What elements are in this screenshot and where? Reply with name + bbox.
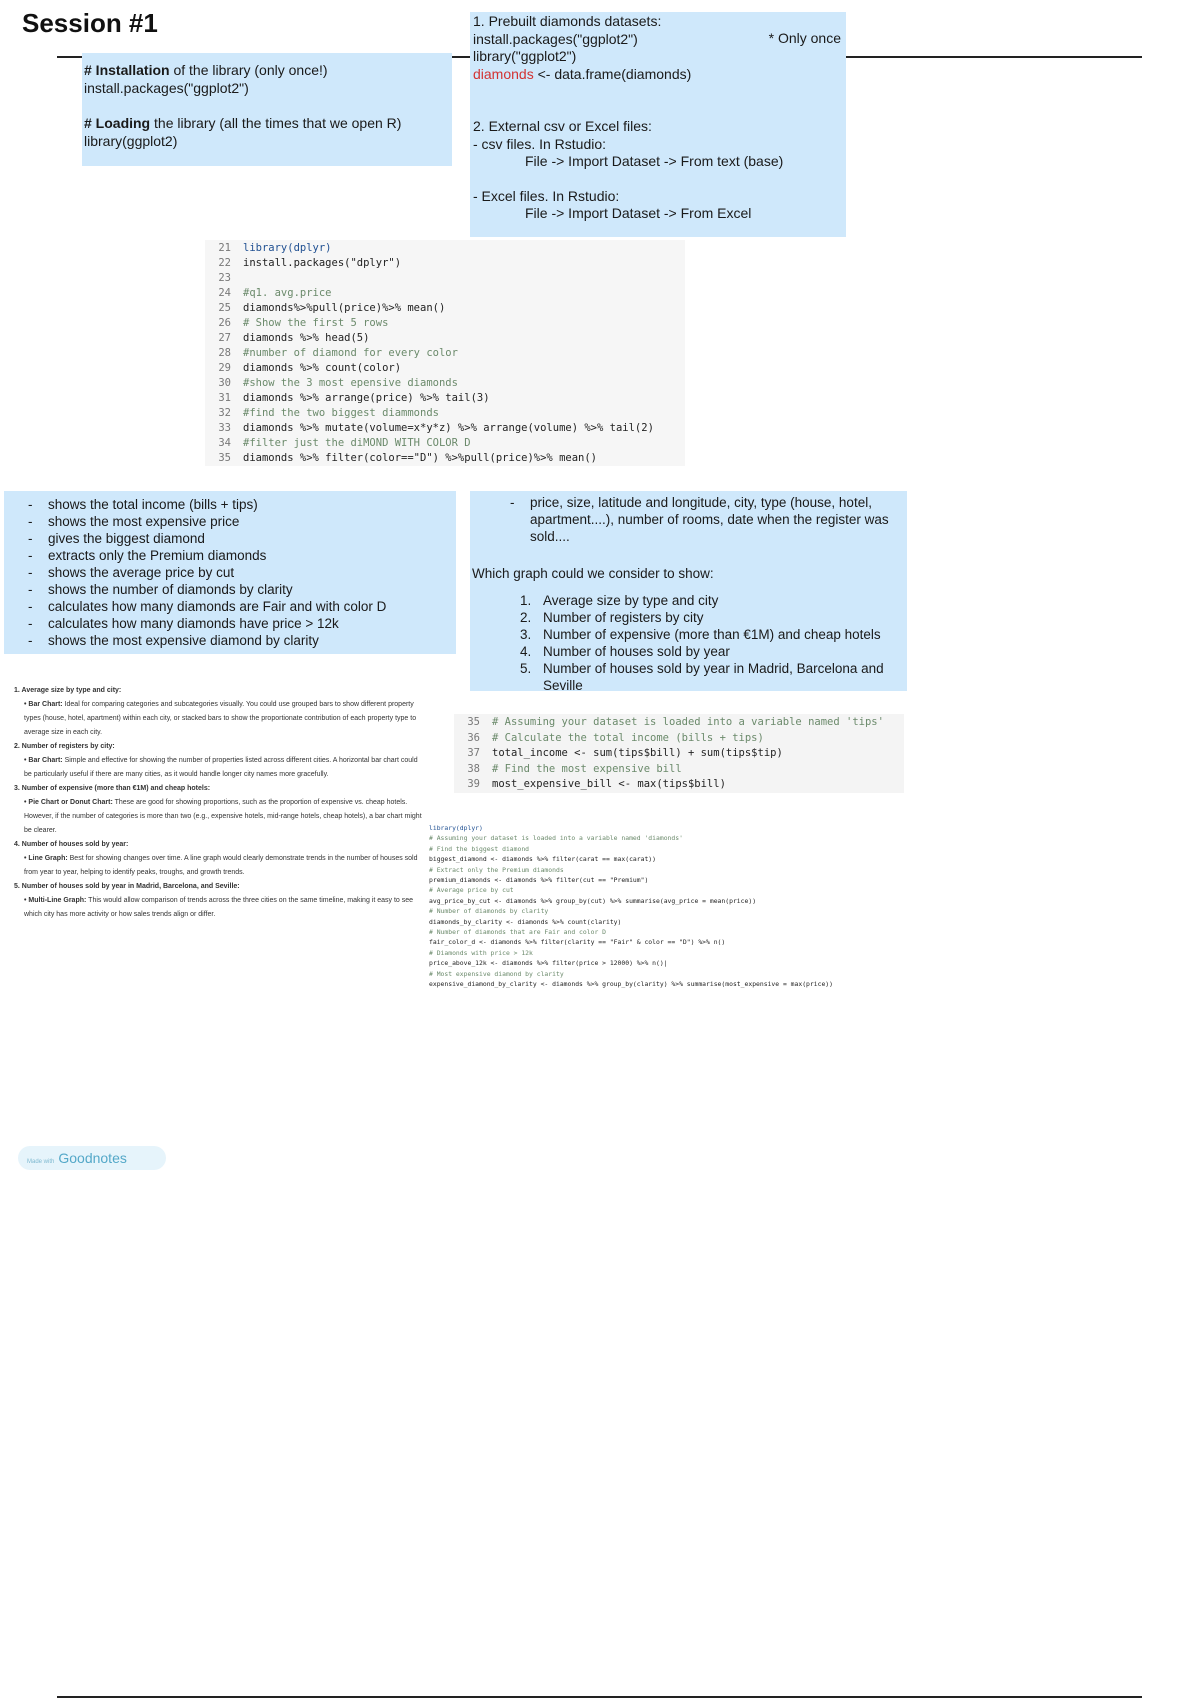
dataframe-assign: <- data.frame(diamonds) (533, 65, 692, 82)
code-line (429, 917, 909, 927)
code-line (429, 948, 909, 958)
code-line (205, 391, 685, 406)
note-chart-type: • Bar Chart: (24, 757, 63, 764)
code-text: diamonds %>% head(5) (243, 332, 370, 344)
code-line (429, 844, 909, 854)
code-text: # Diamonds with price > 12k (429, 948, 533, 957)
code-line (429, 969, 909, 979)
code-text: price_above_12k <- diamonds %>% filter(price > 12000) %>% n()| (429, 959, 668, 968)
code-line (205, 331, 685, 346)
code-text: biggest_diamond <- diamonds %>% filter(carat == max(carat)) (429, 855, 657, 864)
note-heading: 2. Number of registers by city: (14, 743, 115, 750)
note-text: Ideal for comparing categories and subcategories visually. You could use grouped bars to show different property types (house, hotel, apartment) within each city, or stacked bars to show the proportionate contribution of each property type to average size in each city. (24, 701, 417, 736)
datasets-heading-1: 1. Prebuilt diamonds datasets: (473, 13, 662, 29)
list-item: 1. Average size by type and city (535, 592, 901, 609)
code-line (429, 958, 909, 968)
list-item: - gives the biggest diamond (48, 530, 456, 547)
line-number: 24 (218, 287, 231, 299)
note-body (14, 894, 424, 922)
code-text: #show the 3 most epensive diamonds (243, 377, 458, 389)
code-text: diamonds_by_clarity <- diamonds %>% count(clarity) (429, 917, 622, 926)
housing-variables: - price, size, latitude and longitude, city, type (house, hotel, apartment....), number of rooms, date when the register was sold.... (530, 494, 901, 545)
list-item: - shows the number of diamonds by clarity (48, 581, 456, 598)
code-text: #number of diamond for every color (243, 347, 458, 359)
code-line (454, 762, 904, 778)
code-line (454, 777, 904, 793)
note-heading: 1. Average size by type and city: (14, 687, 122, 694)
note-chart-type: • Pie Chart or Donut Chart: (24, 799, 113, 806)
list-item: - shows the most expensive diamond by clarity (48, 632, 456, 649)
code-line (205, 451, 685, 466)
note-chart-type: • Line Graph: (24, 855, 68, 862)
code-text: expensive_diamond_by_clarity <- diamonds %>% group_by(clarity) %>% summarise(most_expensive = max(price)) (429, 980, 833, 989)
code-line (429, 979, 909, 989)
note-heading: 5. Number of houses sold by year in Madrid, Barcelona, and Seville: (14, 883, 240, 890)
code-text: library(dplyr) (429, 824, 483, 832)
line-number: 25 (218, 302, 231, 314)
code-text: #q1. avg.price (243, 287, 332, 299)
goodnotes-brand: Goodnotes (58, 1150, 127, 1166)
list-item: 5. Number of houses sold by year in Madrid, Barcelona and Seville (535, 660, 901, 694)
line-number: 27 (218, 332, 231, 344)
list-item: - calculates how many diamonds have price > 12k (48, 615, 456, 632)
line-number: 36 (467, 731, 480, 744)
diamonds-keyword: diamonds (473, 65, 534, 82)
code-text: diamonds %>% filter(color=="D") %>%pull(price)%>% mean() (243, 452, 598, 464)
code-line (205, 316, 685, 331)
datasets-install-line: install.packages("ggplot2") (473, 30, 638, 47)
note-body (14, 796, 424, 838)
note-text: These are good for showing proportions, such as the proportion of expensive vs. cheap hotels. However, if the number of categories is more than two (e.g., expensive hotels, mid-range hotels, cheap hotels), a bar chart might be clearer. (24, 799, 422, 834)
code-line (205, 256, 685, 271)
note-heading: 4. Number of houses sold by year: (14, 841, 129, 848)
code-text: # Extract only the Premium diamonds (429, 865, 564, 874)
line-number: 30 (218, 377, 231, 389)
code-text: # Average price by cut (429, 886, 514, 895)
code-line (205, 241, 685, 256)
install-box (82, 53, 452, 166)
code-text: library(dplyr) (243, 242, 332, 254)
loading-text: the library (all the times that we open R) (150, 115, 402, 131)
housing-box (470, 491, 907, 691)
code-text: # Calculate the total income (bills + tips) (492, 731, 764, 744)
tasks-list (48, 496, 456, 649)
note-chart-type: • Multi-Line Graph: (24, 897, 87, 904)
list-item: - shows the total income (bills + tips) (48, 496, 456, 513)
code-line (205, 346, 685, 361)
code-line (429, 937, 909, 947)
note-text: This would allow comparison of trends across the three cities on the same timeline, making it easy to see which city has more activity or how sales trends align or differ. (24, 897, 414, 918)
code-text: #find the two biggest diammonds (243, 407, 439, 419)
code-text: premium_diamonds <- diamonds %>% filter(cut == "Premium") (429, 876, 649, 885)
line-number: 35 (467, 716, 480, 728)
line-number: 33 (218, 422, 231, 434)
code-text: # Assuming your dataset is loaded into a variable named 'diamonds' (429, 834, 683, 843)
list-item: 4. Number of houses sold by year (535, 643, 901, 660)
code-line (429, 823, 909, 833)
bottom-divider (57, 1696, 1142, 1698)
list-item: 2. Number of registers by city (535, 609, 901, 626)
code-line (205, 406, 685, 421)
only-once-note: * Only once (768, 30, 841, 46)
line-number: 29 (218, 362, 231, 374)
code-line (205, 271, 685, 286)
code-text: # Find the biggest diamond (429, 844, 530, 853)
code-line (454, 746, 904, 762)
code-line (205, 361, 685, 376)
code-line (429, 833, 909, 843)
code-line (454, 731, 904, 747)
goodnotes-badge (18, 1146, 166, 1170)
note-text: Best for showing changes over time. A line graph would clearly demonstrate trends in the number of houses sold from year to year, helping to identify peaks, troughs, and growth trends. (24, 855, 418, 876)
list-item: - calculates how many diamonds are Fair and with color D (48, 598, 456, 615)
code-text: fair_color_d <- diamonds %>% filter(clarity == "Fair" & color == "D") %>% n() (429, 938, 726, 947)
excel-instruction: - Excel files. In Rstudio: (473, 187, 620, 204)
chart-recommendations (14, 684, 424, 922)
datasets-box (470, 12, 846, 237)
graph-question: Which graph could we consider to show: (472, 566, 714, 581)
code-line (429, 875, 909, 885)
line-number: 34 (218, 437, 231, 449)
code-text: diamonds %>% arrange(price) %>% tail(3) (243, 392, 490, 404)
datasets-heading-2: 2. External csv or Excel files: (473, 118, 652, 134)
code-line (205, 436, 685, 451)
code-line (429, 854, 909, 864)
line-number: 22 (218, 257, 231, 269)
installation-text: of the library (only once!) (169, 62, 328, 78)
line-number: 37 (467, 747, 480, 759)
code-snippet-diamonds (429, 823, 909, 990)
code-line (205, 421, 685, 436)
list-item: - extracts only the Premium diamonds (48, 547, 456, 564)
made-with-label: Made with (27, 1159, 55, 1165)
code-line (205, 301, 685, 316)
line-number: 38 (467, 762, 480, 775)
code-text: #filter just the diMOND WITH COLOR D (243, 437, 471, 449)
line-number: 28 (218, 347, 231, 359)
page-title: Session #1 (22, 8, 158, 38)
code-text: # Number of diamonds by clarity (429, 907, 549, 916)
loading-keyword: # Loading (84, 115, 151, 131)
note-heading: 3. Number of expensive (more than €1M) and cheap hotels: (14, 785, 211, 792)
note-body (14, 754, 424, 782)
code-text: total_income <- sum(tips$bill) + sum(tips$tip) (492, 747, 783, 759)
note-body (14, 698, 424, 740)
line-number: 35 (218, 452, 231, 464)
line-number: 31 (218, 392, 231, 404)
code-text: most_expensive_bill <- max(tips$bill) (492, 778, 726, 790)
code-text: diamonds%>%pull(price)%>% mean() (243, 302, 446, 314)
tasks-box (4, 491, 456, 654)
code-text: # Most expensive diamond by clarity (429, 969, 564, 978)
code-text: install.packages("dplyr") (243, 257, 402, 269)
csv-import-path: File -> Import Dataset -> From text (base) (525, 153, 784, 169)
code-snippet-tips (454, 714, 904, 793)
code-line (454, 715, 904, 731)
excel-import-path: File -> Import Dataset -> From Excel (525, 205, 752, 221)
line-number: 32 (218, 407, 231, 419)
code-text: diamonds %>% mutate(volume=x*y*z) %>% arrange(volume) %>% tail(2) (243, 422, 654, 434)
library-command: library(ggplot2) (84, 133, 178, 149)
graph-questions-list (470, 592, 901, 694)
code-line (205, 286, 685, 301)
code-text: avg_price_by_cut <- diamonds %>% group_by(cut) %>% summarise(avg_price = mean(price)) (429, 896, 757, 905)
top-divider-right (846, 56, 1142, 58)
list-item: 3. Number of expensive (more than €1M) and cheap hotels (535, 626, 901, 643)
code-text: # Find the most expensive bill (492, 762, 682, 775)
code-text: # Show the first 5 rows (243, 317, 389, 329)
line-number: 26 (218, 317, 231, 329)
code-line (205, 376, 685, 391)
code-line (429, 865, 909, 875)
code-line (429, 927, 909, 937)
line-number: 21 (218, 242, 231, 254)
code-line (429, 896, 909, 906)
code-snippet-dplyr (205, 240, 685, 466)
note-body (14, 852, 424, 880)
list-item: - shows the most expensive price (48, 513, 456, 530)
note-text: Simple and effective for showing the number of properties listed across different cities. A horizontal bar chart could be particularly useful if there are many cities, as it would handle longer city names more gracefully. (24, 757, 418, 778)
note-chart-type: • Bar Chart: (24, 701, 63, 708)
code-line (429, 885, 909, 895)
install-command: install.packages("ggplot2") (84, 80, 249, 96)
csv-instruction: - csv files. In Rstudio: (473, 135, 607, 152)
code-text: diamonds %>% count(color) (243, 362, 402, 374)
line-number: 39 (467, 778, 480, 790)
list-item: - shows the average price by cut (48, 564, 456, 581)
code-text: # Assuming your dataset is loaded into a variable named 'tips' (492, 716, 884, 728)
code-text: # Number of diamonds that are Fair and color D (429, 928, 606, 937)
line-number: 23 (218, 272, 231, 284)
code-line (429, 906, 909, 916)
datasets-library-line: library("ggplot2") (473, 48, 577, 64)
installation-keyword: # Installation (84, 62, 170, 78)
